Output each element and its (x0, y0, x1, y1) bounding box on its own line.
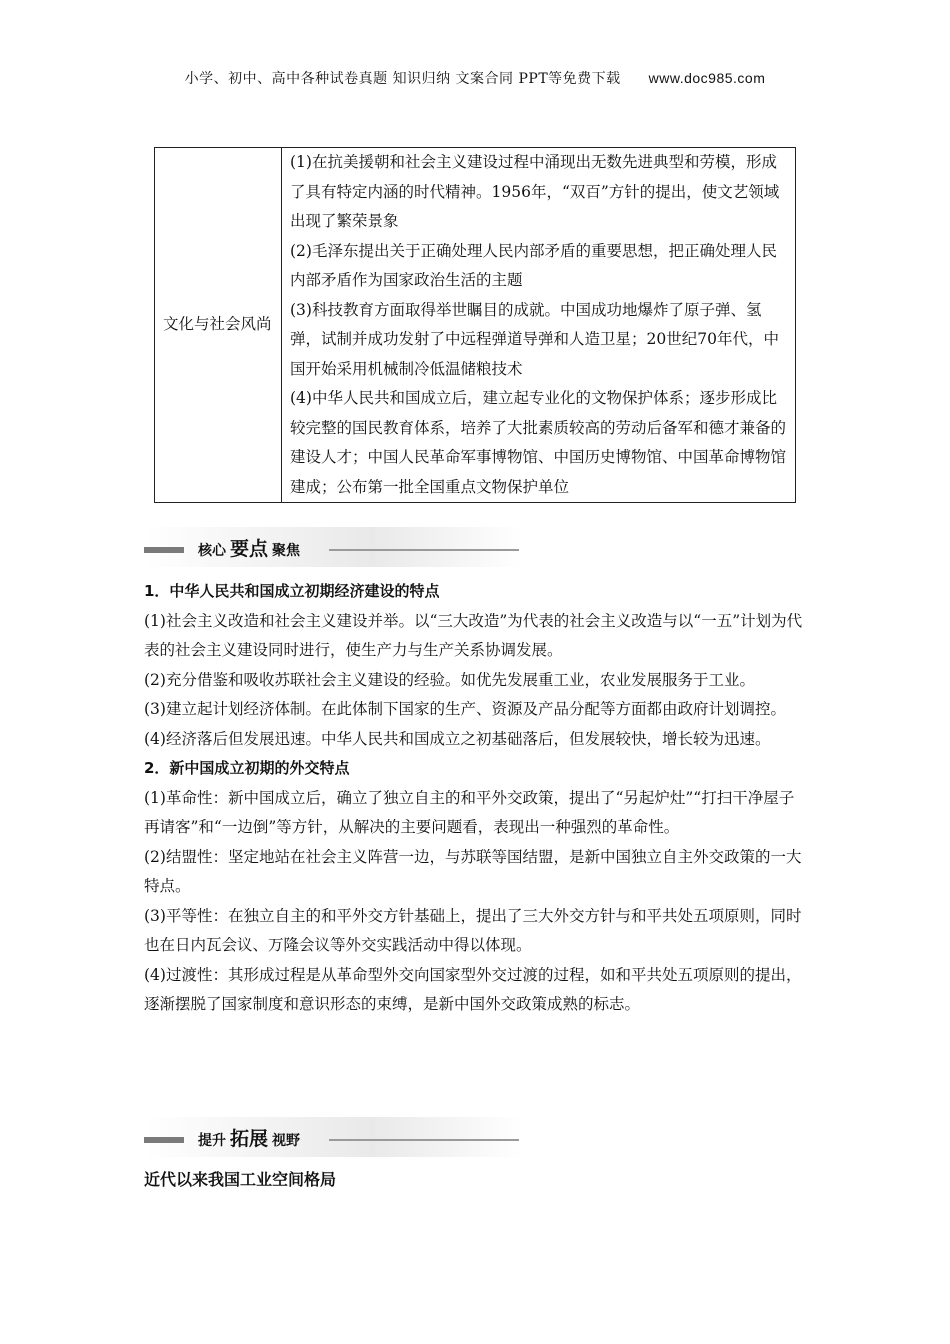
header-text: 小学、初中、高中各种试卷真题 知识归纳 文案合同 PPT等免费下载 (184, 71, 621, 87)
banner-title (198, 1124, 300, 1151)
table-category: 文化与社会风尚 (155, 148, 282, 503)
list-item: (2)结盟性：坚定地站在社会主义阵营一边，与苏联等国结盟，是新中国独立自主外交政策的一大特点。 (144, 847, 802, 895)
culture-table (154, 147, 796, 503)
banner-post: 视野 (272, 1133, 301, 1149)
banner-rule (329, 1139, 519, 1141)
main-content (144, 577, 804, 1020)
table-description (282, 148, 796, 503)
table-item: (4)中华人民共和国成立后，建立起专业化的文物保护体系；逐步形成比较完整的国民教育体系，培养了大批素质较高的劳动后备军和德才兼备的建设人才；中国人民革命军事博物馆、中国历史博物馆、中国革命博物馆建成；公布第一批全国重点文物保护单位 (290, 389, 787, 496)
banner-pre: 提升 (198, 1133, 226, 1149)
section-banner-extend (144, 1117, 524, 1157)
page-header (0, 68, 950, 88)
list-item: (2)充分借鉴和吸收苏联社会主义建设的经验。如优先发展重工业，农业发展服务于工业。 (144, 670, 755, 689)
banner-post: 聚焦 (272, 543, 301, 559)
list-item: (3)平等性：在独立自主的和平外交方针基础上，提出了三大外交方针与和平共处五项原则，同时也在日内瓦会议、万隆会议等外交实践活动中得以体现。 (144, 906, 802, 954)
banner-bar (144, 547, 184, 553)
table-item: (1)在抗美援朝和社会主义建设过程中涌现出无数先进典型和劳模，形成了具有特定内涵的时代精神。1956年，“双百”方针的提出，使文艺领域出现了繁荣景象 (290, 153, 780, 230)
list-item: (1)革命性：新中国成立后，确立了独立自主的和平外交政策，提出了“另起炉灶”“打扫干净屋子再请客”和“一边倒”等方针，从解决的主要问题看，表现出一种强烈的革命性。 (144, 788, 795, 836)
subtitle: 近代以来我国工业空间格局 (144, 1170, 337, 1189)
list-item: (4)经济落后但发展迅速。中华人民共和国成立之初基础落后，但发展较快，增长较为迅速。 (144, 729, 771, 748)
list-item: (3)建立起计划经济体制。在此体制下国家的生产、资源及产品分配等方面都由政府计划调控。 (144, 700, 786, 718)
banner-pre: 核心 (198, 543, 226, 559)
table-row (155, 148, 796, 503)
table-item: (2)毛泽东提出关于正确处理人民内部矛盾的重要思想，把正确处理人民内部矛盾作为国家政治生活的主题 (290, 241, 777, 289)
banner-title (198, 534, 300, 561)
banner-rule (329, 549, 519, 551)
section-heading: 1．中华人民共和国成立初期经济建设的特点 (144, 582, 440, 600)
banner-bar (144, 1137, 184, 1143)
header-site: www.doc985.com (648, 70, 766, 86)
section-heading: 2．新中国成立初期的外交特点 (144, 759, 350, 777)
table-item: (3)科技教育方面取得举世瞩目的成就。中国成功地爆炸了原子弹、氢弹，试制并成功发射了中远程弹道导弹和人造卫星；20世纪70年代，中国开始采用机械制冷低温储粮技术 (290, 300, 779, 378)
banner-big: 要点 (230, 538, 269, 560)
section-banner-core (144, 527, 524, 567)
banner-big: 拓展 (230, 1128, 269, 1150)
list-item: (4)过渡性：其形成过程是从革命型外交向国家型外交过渡的过程，如和平共处五项原则的提出，逐渐摆脱了国家制度和意识形态的束缚，是新中国外交政策成熟的标志。 (144, 965, 802, 1013)
list-item: (1)社会主义改造和社会主义建设并举。以“三大改造”为代表的社会主义改造与以“一五”计划为代表的社会主义建设同时进行，使生产力与生产关系协调发展。 (144, 611, 803, 659)
